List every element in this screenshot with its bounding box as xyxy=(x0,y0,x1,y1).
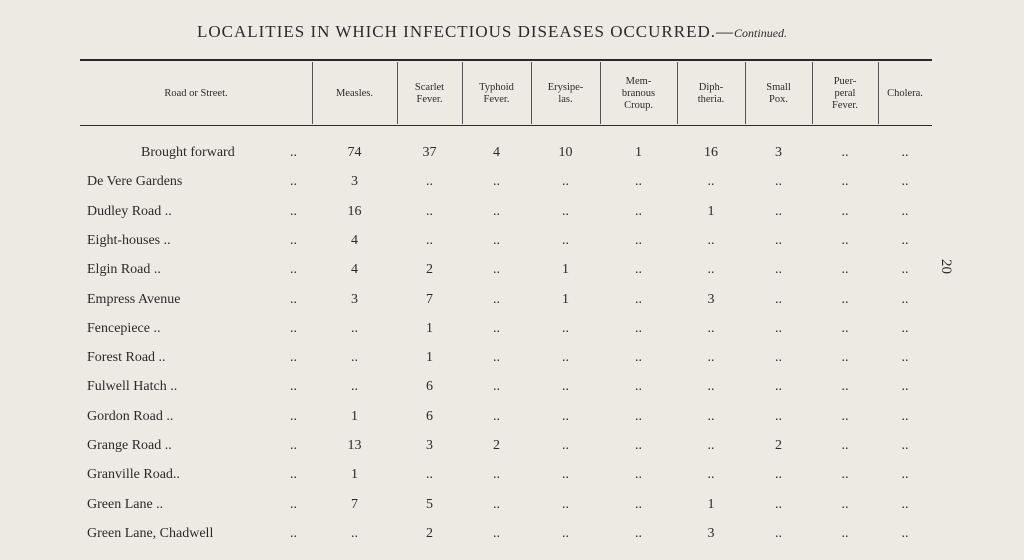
table-cell: .. xyxy=(775,292,782,307)
table-cell: .. xyxy=(901,233,909,248)
table-top-rule xyxy=(80,59,932,61)
table-cell: .. xyxy=(775,204,782,219)
table-cell: 4 xyxy=(493,145,500,160)
table-cell: .. xyxy=(901,292,909,307)
table-cell: .. xyxy=(635,497,642,512)
leader-dots: .. xyxy=(290,497,297,512)
table-cell: 1 xyxy=(562,262,569,277)
table-cell: .. xyxy=(901,204,909,219)
table-cell: .. xyxy=(901,438,909,453)
table-cell: .. xyxy=(901,145,909,160)
table-cell: .. xyxy=(901,350,909,365)
table-cell: 7 xyxy=(426,292,433,307)
road-name: Forest Road .. xyxy=(87,350,166,365)
table-cell: .. xyxy=(562,174,569,189)
table-cell: 13 xyxy=(347,438,362,453)
table-cell: .. xyxy=(562,467,569,482)
road-name: Empress Avenue xyxy=(87,292,181,307)
table-cell: .. xyxy=(707,321,715,336)
column-header: Mem- branous Croup. xyxy=(621,76,656,111)
table-row xyxy=(0,350,1024,379)
column-header: Diph- theria. xyxy=(697,82,725,105)
leader-dots: .. xyxy=(290,379,297,394)
table-cell: 10 xyxy=(558,145,573,160)
table-cell: .. xyxy=(493,262,500,277)
table-cell: .. xyxy=(707,409,715,424)
table-cell: .. xyxy=(841,497,849,512)
column-divider xyxy=(312,62,313,124)
table-cell: .. xyxy=(426,233,433,248)
table-cell: .. xyxy=(841,379,849,394)
table-cell: .. xyxy=(841,526,849,541)
table-cell: .. xyxy=(901,174,909,189)
table-cell: .. xyxy=(635,379,642,394)
table-row xyxy=(0,292,1024,321)
table-cell: .. xyxy=(775,409,782,424)
road-name: Gordon Road .. xyxy=(87,409,174,424)
table-cell: .. xyxy=(841,467,849,482)
table-cell: .. xyxy=(493,350,500,365)
table-row xyxy=(0,438,1024,467)
table-cell: .. xyxy=(841,409,849,424)
table-cell: .. xyxy=(775,174,782,189)
table-cell: .. xyxy=(562,233,569,248)
column-divider xyxy=(397,62,398,124)
table-cell: 1 xyxy=(426,350,433,365)
table-cell: .. xyxy=(351,379,358,394)
table-cell: .. xyxy=(635,204,642,219)
table-cell: .. xyxy=(901,409,909,424)
table-cell: .. xyxy=(841,174,849,189)
table-cell: 7 xyxy=(351,497,358,512)
table-row xyxy=(0,321,1024,350)
table-cell: .. xyxy=(775,321,782,336)
column-header: Road or Street. xyxy=(164,88,228,99)
table-cell: .. xyxy=(562,379,569,394)
leader-dots: .. xyxy=(290,262,297,277)
column-header: Puer- peral Fever. xyxy=(832,76,858,111)
table-cell: .. xyxy=(562,321,569,336)
table-cell: .. xyxy=(635,262,642,277)
table-row xyxy=(0,262,1024,291)
table-cell: .. xyxy=(351,526,358,541)
table-cell: .. xyxy=(562,350,569,365)
page-title xyxy=(0,22,1004,42)
table-cell: .. xyxy=(635,321,642,336)
table-cell: .. xyxy=(901,379,909,394)
table-cell: .. xyxy=(351,350,358,365)
page-number: 20 xyxy=(938,259,954,274)
title-text: LOCALITIES IN WHICH INFECTIOUS DISEASES OCCURRED.— xyxy=(196,22,735,41)
column-divider xyxy=(677,62,678,124)
table-cell: .. xyxy=(775,350,782,365)
leader-dots: .. xyxy=(290,526,297,541)
leader-dots: .. xyxy=(290,321,297,336)
table-cell: .. xyxy=(635,409,642,424)
table-cell: .. xyxy=(493,379,500,394)
table-cell: .. xyxy=(635,438,642,453)
table-cell: 2 xyxy=(426,262,433,277)
leader-dots: .. xyxy=(290,409,297,424)
table-cell: .. xyxy=(426,174,433,189)
table-cell: 3 xyxy=(707,292,715,307)
column-divider xyxy=(878,62,879,124)
table-cell: .. xyxy=(707,350,715,365)
table-cell: .. xyxy=(841,204,849,219)
road-name: Green Lane, Chadwell xyxy=(87,526,214,541)
table-row xyxy=(0,233,1024,262)
table-cell: .. xyxy=(707,233,715,248)
table-cell: .. xyxy=(493,497,500,512)
table-cell: .. xyxy=(901,262,909,277)
table-cell: .. xyxy=(493,292,500,307)
table-cell: .. xyxy=(493,174,500,189)
table-row xyxy=(0,409,1024,438)
table-cell: .. xyxy=(775,233,782,248)
table-cell: 1 xyxy=(562,292,569,307)
table-cell: .. xyxy=(635,233,642,248)
leader-dots: .. xyxy=(290,350,297,365)
table-header-rule xyxy=(80,125,932,126)
leader-dots: .. xyxy=(290,438,297,453)
leader-dots: .. xyxy=(290,204,297,219)
table-cell: .. xyxy=(775,497,782,512)
table-cell: .. xyxy=(635,292,642,307)
table-cell: 1 xyxy=(707,204,715,219)
table-cell: .. xyxy=(562,526,569,541)
table-row xyxy=(0,467,1024,496)
table-cell: .. xyxy=(775,467,782,482)
road-name: Green Lane .. xyxy=(87,497,164,512)
road-name: De Vere Gardens xyxy=(87,174,183,189)
table-cell: 3 xyxy=(707,526,715,541)
table-cell: .. xyxy=(841,233,849,248)
table-cell: .. xyxy=(841,262,849,277)
table-cell: .. xyxy=(351,321,358,336)
table-cell: 1 xyxy=(351,409,358,424)
table-row xyxy=(0,526,1024,555)
table-cell: .. xyxy=(901,321,909,336)
title-continued: Continued. xyxy=(734,26,788,40)
table-cell: .. xyxy=(901,467,909,482)
table-cell: 6 xyxy=(426,409,433,424)
table-cell: 3 xyxy=(351,292,358,307)
road-name: Fencepiece .. xyxy=(87,321,161,336)
table-cell: .. xyxy=(841,292,849,307)
table-cell: .. xyxy=(901,497,909,512)
road-name: Brought forward xyxy=(141,145,235,160)
table-cell: 1 xyxy=(351,467,358,482)
table-cell: .. xyxy=(562,497,569,512)
table-cell: .. xyxy=(562,409,569,424)
column-header: Cholera. xyxy=(887,88,923,99)
column-divider xyxy=(812,62,813,124)
table-cell: .. xyxy=(493,526,500,541)
table-cell: .. xyxy=(493,321,500,336)
road-name: Granville Road.. xyxy=(87,467,180,482)
table-cell: 16 xyxy=(347,204,362,219)
column-header: Small Pox. xyxy=(766,82,791,105)
table-row xyxy=(0,174,1024,203)
table-cell: .. xyxy=(426,467,433,482)
road-name: Elgin Road .. xyxy=(87,262,161,277)
table-cell: 1 xyxy=(635,145,642,160)
column-divider xyxy=(531,62,532,124)
road-name: Dudley Road .. xyxy=(87,204,172,219)
leader-dots: .. xyxy=(290,467,297,482)
table-cell: .. xyxy=(707,467,715,482)
table-cell: .. xyxy=(707,262,715,277)
table-cell: 3 xyxy=(775,145,782,160)
table-cell: .. xyxy=(493,467,500,482)
table-cell: .. xyxy=(775,379,782,394)
table-cell: 2 xyxy=(493,438,500,453)
table-cell: 5 xyxy=(426,497,433,512)
table-cell: .. xyxy=(901,526,909,541)
table-cell: .. xyxy=(707,438,715,453)
table-cell: 2 xyxy=(775,438,782,453)
table-cell: 1 xyxy=(426,321,433,336)
leader-dots: .. xyxy=(290,292,297,307)
table-cell: 16 xyxy=(704,145,718,160)
table-row xyxy=(0,204,1024,233)
table-cell: .. xyxy=(775,526,782,541)
table-cell: 37 xyxy=(422,145,437,160)
table-cell: 2 xyxy=(426,526,433,541)
table-cell: 3 xyxy=(426,438,433,453)
table-cell: .. xyxy=(707,174,715,189)
leader-dots: .. xyxy=(290,145,297,160)
table-cell: .. xyxy=(635,350,642,365)
table-cell: 4 xyxy=(351,233,358,248)
column-divider xyxy=(600,62,601,124)
table-cell: 6 xyxy=(426,379,433,394)
column-header: Scarlet Fever. xyxy=(414,82,445,105)
table-cell: .. xyxy=(426,204,433,219)
table-cell: .. xyxy=(841,350,849,365)
table-cell: .. xyxy=(493,409,500,424)
leader-dots: .. xyxy=(290,174,297,189)
road-name: Fulwell Hatch .. xyxy=(87,379,178,394)
table-cell: .. xyxy=(841,321,849,336)
table-cell: .. xyxy=(635,174,642,189)
table-cell: .. xyxy=(493,204,500,219)
table-cell: 1 xyxy=(707,497,715,512)
road-name: Grange Road .. xyxy=(87,438,172,453)
column-divider xyxy=(462,62,463,124)
table-row xyxy=(0,145,1024,174)
table-cell: .. xyxy=(635,467,642,482)
table-cell: .. xyxy=(562,438,569,453)
table-cell: .. xyxy=(635,526,642,541)
column-header: Erysipe- las. xyxy=(547,82,584,105)
road-name: Eight-houses .. xyxy=(87,233,171,248)
table-row xyxy=(0,497,1024,526)
table-cell: .. xyxy=(493,233,500,248)
table-cell: .. xyxy=(562,204,569,219)
table-cell: .. xyxy=(841,438,849,453)
table-cell: .. xyxy=(707,379,715,394)
column-divider xyxy=(745,62,746,124)
table-cell: 74 xyxy=(347,145,362,160)
table-cell: 4 xyxy=(351,262,358,277)
table-row xyxy=(0,379,1024,408)
table-cell: .. xyxy=(841,145,849,160)
table-cell: 3 xyxy=(351,174,358,189)
column-header: Measles. xyxy=(335,88,374,99)
column-header: Typhoid Fever. xyxy=(479,82,514,105)
leader-dots: .. xyxy=(290,233,297,248)
table-cell: .. xyxy=(775,262,782,277)
